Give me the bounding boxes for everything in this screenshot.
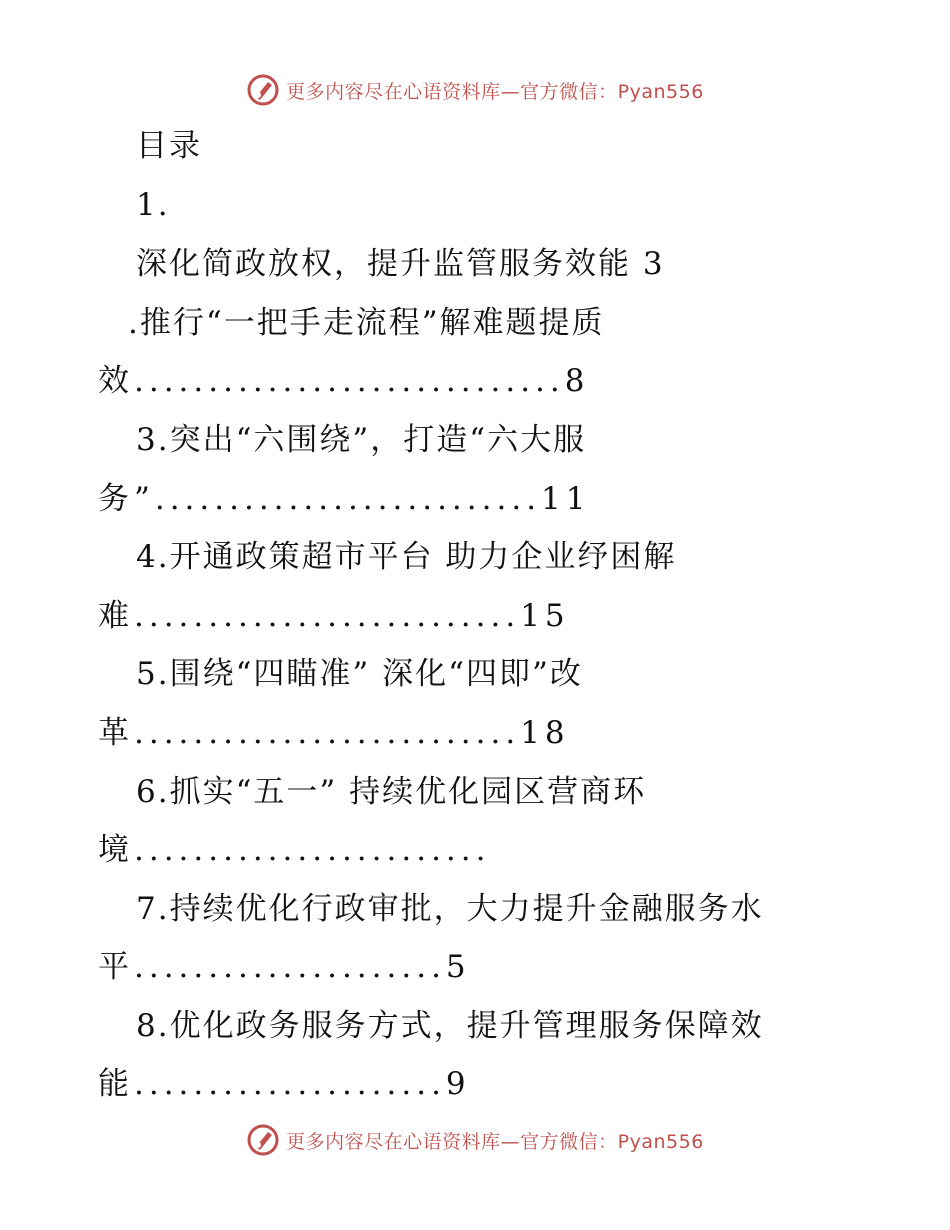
footer-banner xyxy=(0,1120,950,1160)
toc-line: 5.围绕“四瞄准” 深化“四即”改 xyxy=(136,656,583,692)
toc-line: 7.持续优化行政审批，大力提升金融服务水 xyxy=(136,891,764,927)
toc-line: .推行“一把手走流程”解难题提质 xyxy=(128,305,605,341)
toc-line: 难..........................15 xyxy=(98,598,570,634)
pen-logo-icon xyxy=(246,73,280,107)
toc-line: 务”..........................11 xyxy=(98,481,591,517)
toc-line: 3.突出“六围绕”，打造“六大服 xyxy=(136,422,587,458)
toc-line: 平.....................5 xyxy=(98,949,471,985)
banner-text: 更多内容尽在心语资料库—官方微信：Pyan556 xyxy=(286,80,704,103)
pen-logo-icon xyxy=(246,1123,280,1157)
toc-line: 8.优化政务服务方式，提升管理服务保障效 xyxy=(136,1008,764,1044)
header-banner xyxy=(0,70,950,110)
toc-line: 境........................ xyxy=(98,832,491,868)
toc-line: 4.开通政策超市平台 助力企业纾困解 xyxy=(136,539,677,575)
toc-line: 1. xyxy=(136,187,170,223)
banner-text: 更多内容尽在心语资料库—官方微信：Pyan556 xyxy=(286,1130,704,1153)
toc-line: 6.抓实“五一” 持续优化园区营商环 xyxy=(136,774,647,810)
toc-line: 效.............................8 xyxy=(98,363,590,399)
toc-line: 革..........................18 xyxy=(98,715,570,751)
toc-title: 目录 xyxy=(136,128,202,164)
toc-line: 深化简政放权，提升监管服务效能 3 xyxy=(136,246,665,282)
toc-line: 能.....................9 xyxy=(98,1066,471,1102)
